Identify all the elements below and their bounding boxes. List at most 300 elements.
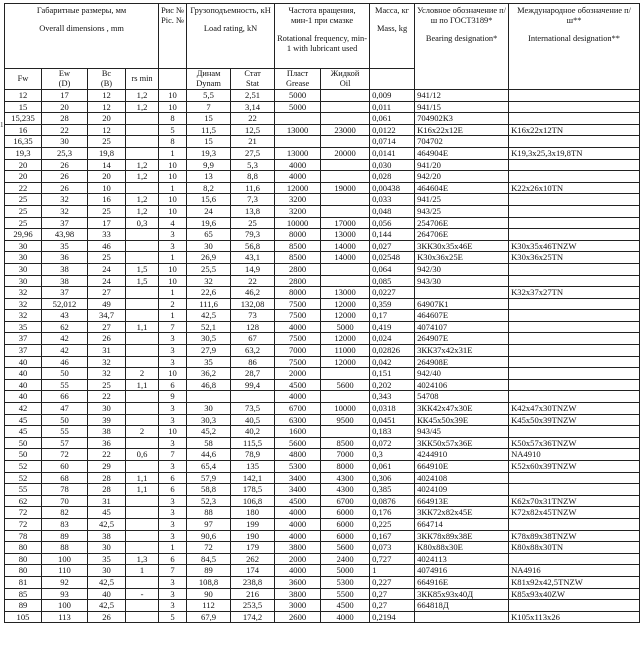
cell-rs: 2 (126, 368, 159, 380)
cell-ew: 28 (42, 113, 88, 125)
header-load-en: Load rating, kN (203, 24, 258, 33)
cell-international-designation (509, 136, 640, 148)
cell-speed-grease: 10000 (275, 217, 321, 229)
table-row (5, 518, 640, 530)
cell-speed-oil (321, 368, 370, 380)
cell-speed-grease: 7500 (275, 333, 321, 345)
cell-fw: 15 (5, 101, 42, 113)
cell-static-load: 178,5 (231, 484, 275, 496)
cell-static-load: 262 (231, 553, 275, 565)
cell-mass: 0,0122 (370, 124, 415, 136)
cell-mass: 0,144 (370, 229, 415, 241)
cell-fw: 62 (5, 495, 42, 507)
cell-figure: 1 (159, 182, 187, 194)
header-mass (370, 4, 415, 69)
cell-static-load: 174 (231, 565, 275, 577)
cell-international-designation: K50x57x36TNZW (509, 437, 640, 449)
cell-figure: 6 (159, 379, 187, 391)
cell-speed-oil: 9500 (321, 414, 370, 426)
cell-mass: 0,167 (370, 530, 415, 542)
cell-rs (126, 576, 159, 588)
cell-ew: 37 (42, 217, 88, 229)
cell-mass: 0,061 (370, 113, 415, 125)
cell-figure: 7 (159, 321, 187, 333)
cell-bc: 27 (88, 321, 126, 333)
cell-mass: 0,27 (370, 588, 415, 600)
cell-static-load: 106,8 (231, 495, 275, 507)
header-stat-en: Stat (246, 79, 260, 88)
cell-figure: 4 (159, 217, 187, 229)
cell-dynamic-load: 45,2 (187, 426, 231, 438)
cell-bc: 29 (88, 461, 126, 473)
table-row (5, 414, 640, 426)
cell-static-load: 174,2 (231, 611, 275, 623)
cell-international-designation (509, 345, 640, 357)
header-dimensions (5, 4, 159, 69)
header-load-ru: Грузоподъемность, кН (190, 6, 271, 15)
cell-international-designation: K80x88x30TN (509, 542, 640, 554)
cell-fw: 12 (5, 90, 42, 102)
cell-static-load: 128 (231, 321, 275, 333)
cell-fw: 40 (5, 356, 42, 368)
cell-figure: 10 (159, 426, 187, 438)
cell-mass: 0,176 (370, 507, 415, 519)
cell-speed-oil: 20000 (321, 147, 370, 159)
cell-speed-grease: 3200 (275, 205, 321, 217)
header-oil-en: Oil (339, 79, 351, 88)
cell-ew: 37 (42, 287, 88, 299)
cell-dynamic-load: 15 (187, 136, 231, 148)
cell-international-designation (509, 356, 640, 368)
cell-figure: 7 (159, 449, 187, 461)
cell-designation: 664913E (415, 495, 509, 507)
cell-rs: - (126, 588, 159, 600)
cell-dynamic-load: 65,4 (187, 461, 231, 473)
cell-static-load: 11,6 (231, 182, 275, 194)
cell-static-load: 25 (231, 217, 275, 229)
cell-bc: 10 (88, 182, 126, 194)
cell-rs (126, 310, 159, 322)
cell-rs (126, 333, 159, 345)
cell-figure: 6 (159, 472, 187, 484)
cell-international-designation: K62x70x31TNZW (509, 495, 640, 507)
bearing-spec-table (4, 3, 640, 623)
cell-fw: 81 (5, 576, 42, 588)
header-oil-ru: Жидкой (330, 69, 360, 78)
cell-dynamic-load: 30,5 (187, 333, 231, 345)
cell-dynamic-load: 35 (187, 356, 231, 368)
table-row (5, 576, 640, 588)
cell-fw: 50 (5, 449, 42, 461)
cell-mass: 0,02548 (370, 252, 415, 264)
cell-mass: 0,3 (370, 449, 415, 461)
cell-dynamic-load: 108,8 (187, 576, 231, 588)
cell-dynamic-load: 22,6 (187, 287, 231, 299)
cell-ew: 36 (42, 252, 88, 264)
header-dyn-en: Dynam (196, 79, 221, 88)
cell-designation: 264908E (415, 356, 509, 368)
header-figure-spacer (159, 69, 187, 90)
cell-figure: 2 (159, 298, 187, 310)
cell-speed-grease: 5000 (275, 90, 321, 102)
table-row (5, 321, 640, 333)
cell-figure: 3 (159, 495, 187, 507)
cell-designation: 4024108 (415, 472, 509, 484)
cell-rs: 1,1 (126, 484, 159, 496)
cell-fw: 25 (5, 217, 42, 229)
header-col-ew-label: Ew (58, 69, 71, 78)
cell-speed-grease: 2600 (275, 611, 321, 623)
cell-dynamic-load: 97 (187, 518, 231, 530)
cell-speed-grease (275, 136, 321, 148)
cell-ew: 55 (42, 426, 88, 438)
cell-mass: 0,0318 (370, 403, 415, 415)
cell-bc: 27 (88, 287, 126, 299)
cell-designation: 4244910 (415, 449, 509, 461)
cell-figure: 3 (159, 356, 187, 368)
cell-static-load: 28,7 (231, 368, 275, 380)
cell-speed-grease: 4500 (275, 379, 321, 391)
cell-static-load: 86 (231, 356, 275, 368)
cell-speed-oil (321, 275, 370, 287)
cell-speed-grease: 3400 (275, 484, 321, 496)
cell-designation: K30x36x25E (415, 252, 509, 264)
cell-bc: 12 (88, 101, 126, 113)
cell-mass: 0,727 (370, 553, 415, 565)
cell-ew: 70 (42, 495, 88, 507)
cell-bc: 28 (88, 472, 126, 484)
cell-bc: 39 (88, 414, 126, 426)
cell-ew: 55 (42, 379, 88, 391)
cell-bc: 20 (88, 171, 126, 183)
cell-international-designation: K81x92x42,5TNZW (509, 576, 640, 588)
table-row (5, 252, 640, 264)
cell-mass: 0,419 (370, 321, 415, 333)
table-row (5, 310, 640, 322)
cell-rs: 2 (126, 426, 159, 438)
cell-fw: 30 (5, 252, 42, 264)
cell-mass: 0,27 (370, 600, 415, 612)
table-row (5, 229, 640, 241)
cell-international-designation: NA4910 (509, 449, 640, 461)
cell-rs: 0,6 (126, 449, 159, 461)
header-dimensions-en: Overall dimensions , mm (39, 24, 124, 33)
cell-speed-grease: 8000 (275, 287, 321, 299)
cell-designation (415, 287, 509, 299)
cell-international-designation (509, 159, 640, 171)
cell-designation: 4074916 (415, 565, 509, 577)
cell-static-load: 2,51 (231, 90, 275, 102)
cell-fw: 30 (5, 240, 42, 252)
cell-static-load: 99,4 (231, 379, 275, 391)
cell-speed-grease: 5300 (275, 461, 321, 473)
cell-speed-oil: 14000 (321, 240, 370, 252)
cell-dynamic-load: 15 (187, 113, 231, 125)
cell-designation: 264706E (415, 229, 509, 241)
cell-static-load: 7,3 (231, 194, 275, 206)
cell-static-load: 135 (231, 461, 275, 473)
header-col-bc-alt: (B) (100, 79, 113, 88)
cell-figure: 10 (159, 205, 187, 217)
cell-designation: 3КК72х82х45Е (415, 507, 509, 519)
cell-ew: 17 (42, 90, 88, 102)
cell-rs: 1,1 (126, 472, 159, 484)
cell-figure: 3 (159, 600, 187, 612)
cell-international-designation (509, 217, 640, 229)
cell-rs: 1,5 (126, 275, 159, 287)
cell-mass: 0,027 (370, 240, 415, 252)
cell-bc: 45 (88, 507, 126, 519)
header-figure-ru: Рис № (161, 6, 185, 15)
cell-ew: 38 (42, 263, 88, 275)
cell-designation: 4074107 (415, 321, 509, 333)
table-row (5, 90, 640, 102)
cell-international-designation (509, 391, 640, 403)
header-speed-en: Rotational frequency, min-1 with lubricant used (277, 34, 368, 53)
cell-rs: 1,5 (126, 263, 159, 275)
cell-mass: 0,2194 (370, 611, 415, 623)
cell-speed-oil (321, 205, 370, 217)
cell-dynamic-load: 90,6 (187, 530, 231, 542)
cell-dynamic-load: 111,6 (187, 298, 231, 310)
cell-fw: 45 (5, 414, 42, 426)
cell-fw: 32 (5, 298, 42, 310)
cell-bc: 32 (88, 368, 126, 380)
cell-rs (126, 124, 159, 136)
header-stat-ru: Стат (244, 69, 261, 78)
cell-mass: 0,202 (370, 379, 415, 391)
cell-designation: 3КК30х35х46Е (415, 240, 509, 252)
cell-speed-grease: 3400 (275, 472, 321, 484)
cell-mass: 0,0227 (370, 287, 415, 299)
cell-speed-grease: 2800 (275, 263, 321, 275)
cell-rs (126, 495, 159, 507)
cell-static-load: 73,5 (231, 403, 275, 415)
cell-designation: 941/25 (415, 194, 509, 206)
cell-static-load: 253,5 (231, 600, 275, 612)
table-row (5, 403, 640, 415)
cell-rs (126, 240, 159, 252)
cell-mass: 0,072 (370, 437, 415, 449)
cell-figure: 3 (159, 518, 187, 530)
cell-speed-grease: 4000 (275, 321, 321, 333)
header-grease-en: Grease (285, 79, 310, 88)
cell-static-load: 79,3 (231, 229, 275, 241)
cell-international-designation (509, 321, 640, 333)
cell-figure: 7 (159, 565, 187, 577)
header-col-dynamic (187, 69, 231, 90)
cell-static-load: 73 (231, 310, 275, 322)
cell-designation: K80x88x30E (415, 542, 509, 554)
cell-static-load: 180 (231, 507, 275, 519)
cell-fw: 19,3 (5, 147, 42, 159)
cell-mass: 0,183 (370, 426, 415, 438)
cell-international-designation: K45x50x39TNZW (509, 414, 640, 426)
cell-figure: 10 (159, 101, 187, 113)
table-row (5, 136, 640, 148)
header-mass-ru: Масса, кг (375, 6, 410, 15)
cell-bc: 14 (88, 159, 126, 171)
cell-international-designation: K30x35x46TNZW (509, 240, 640, 252)
cell-designation (415, 611, 509, 623)
cell-speed-grease: 4000 (275, 530, 321, 542)
cell-ew: 93 (42, 588, 88, 600)
cell-static-load: 190 (231, 530, 275, 542)
table-row (5, 182, 640, 194)
cell-ew: 92 (42, 576, 88, 588)
cell-rs (126, 507, 159, 519)
cell-mass: 0,030 (370, 159, 415, 171)
header-col-bc-label: Bc (101, 69, 112, 78)
cell-fw: 80 (5, 542, 42, 554)
cell-bc: 16 (88, 194, 126, 206)
cell-ew: 26 (42, 171, 88, 183)
cell-fw: 20 (5, 171, 42, 183)
cell-international-designation: K52x60x39TNZW (509, 461, 640, 473)
header-col-ew (42, 69, 88, 90)
header-col-grease (275, 69, 321, 90)
cell-bc: 30 (88, 565, 126, 577)
cell-ew: 42 (42, 333, 88, 345)
cell-mass: 0,033 (370, 194, 415, 206)
table-row (5, 275, 640, 287)
cell-mass: 0,227 (370, 576, 415, 588)
cell-dynamic-load: 27,9 (187, 345, 231, 357)
table-row (5, 426, 640, 438)
table-row (5, 611, 640, 623)
cell-ew: 100 (42, 553, 88, 565)
cell-speed-oil: 12000 (321, 298, 370, 310)
cell-speed-oil (321, 194, 370, 206)
cell-bc: 42,5 (88, 576, 126, 588)
cell-figure: 10 (159, 90, 187, 102)
cell-speed-grease: 4000 (275, 507, 321, 519)
cell-fw: 29,96 (5, 229, 42, 241)
cell-dynamic-load: 46,8 (187, 379, 231, 391)
cell-fw: 105 (5, 611, 42, 623)
cell-bc: 24 (88, 275, 126, 287)
cell-mass: 0,0451 (370, 414, 415, 426)
cell-designation: 4024109 (415, 484, 509, 496)
cell-dynamic-load: 52,3 (187, 495, 231, 507)
cell-ew: 100 (42, 600, 88, 612)
header-load-rating (187, 4, 275, 69)
cell-international-designation (509, 368, 640, 380)
cell-static-load: 56,8 (231, 240, 275, 252)
cell-figure: 3 (159, 414, 187, 426)
cell-figure: 10 (159, 263, 187, 275)
cell-ew: 20 (42, 101, 88, 113)
cell-figure: 3 (159, 403, 187, 415)
cell-static-load: 132,08 (231, 298, 275, 310)
cell-mass: 0,385 (370, 484, 415, 496)
cell-mass: 0,061 (370, 461, 415, 473)
cell-speed-oil: 23000 (321, 124, 370, 136)
cell-designation: 4024113 (415, 553, 509, 565)
cell-speed-oil (321, 171, 370, 183)
cell-static-load: 43,1 (231, 252, 275, 264)
header-mass-spacer (370, 69, 415, 90)
cell-dynamic-load (187, 391, 231, 403)
cell-speed-oil: 2400 (321, 553, 370, 565)
cell-rs (126, 182, 159, 194)
cell-ew: 68 (42, 472, 88, 484)
cell-bc: 34,7 (88, 310, 126, 322)
cell-figure: 10 (159, 194, 187, 206)
cell-bc: 12 (88, 90, 126, 102)
cell-fw: 22 (5, 182, 42, 194)
cell-rs (126, 391, 159, 403)
table-body (5, 90, 640, 623)
cell-static-load: 21 (231, 136, 275, 148)
cell-bc: 26 (88, 333, 126, 345)
cell-rs (126, 403, 159, 415)
cell-speed-oil: 12000 (321, 310, 370, 322)
cell-rs (126, 437, 159, 449)
cell-speed-oil (321, 263, 370, 275)
cell-bc: 46 (88, 240, 126, 252)
cell-mass: 0,011 (370, 101, 415, 113)
cell-international-designation (509, 229, 640, 241)
cell-rs: 1,2 (126, 194, 159, 206)
cell-fw: 89 (5, 600, 42, 612)
cell-ew: 57 (42, 437, 88, 449)
cell-rs (126, 518, 159, 530)
cell-mass: 0,343 (370, 391, 415, 403)
cell-ew: 50 (42, 368, 88, 380)
cell-ew: 52,012 (42, 298, 88, 310)
header-international-designation (509, 4, 640, 90)
cell-speed-oil: 5500 (321, 588, 370, 600)
cell-speed-grease: 7000 (275, 345, 321, 357)
cell-dynamic-load: 19,6 (187, 217, 231, 229)
cell-dynamic-load: 57,9 (187, 472, 231, 484)
cell-international-designation (509, 275, 640, 287)
cell-designation: 464607E (415, 310, 509, 322)
cell-static-load: 115,5 (231, 437, 275, 449)
cell-ew: 89 (42, 530, 88, 542)
cell-speed-oil: 13000 (321, 287, 370, 299)
header-col-bc (88, 69, 126, 90)
cell-mass: 0,009 (370, 90, 415, 102)
cell-bc: 17 (88, 217, 126, 229)
cell-figure: 3 (159, 345, 187, 357)
cell-fw: 37 (5, 333, 42, 345)
cell-rs: 1,2 (126, 101, 159, 113)
cell-bc: 32 (88, 356, 126, 368)
cell-speed-oil: 5000 (321, 321, 370, 333)
cell-designation: 941/20 (415, 159, 509, 171)
header-mass-en: Mass, kg (376, 24, 408, 33)
cell-fw: 32 (5, 310, 42, 322)
cell-fw: 16 (5, 124, 42, 136)
cell-figure: 10 (159, 275, 187, 287)
cell-dynamic-load: 15,6 (187, 194, 231, 206)
cell-fw: 52 (5, 461, 42, 473)
table-row (5, 437, 640, 449)
cell-fw: 35 (5, 321, 42, 333)
cell-figure: 3 (159, 437, 187, 449)
cell-static-load: 22 (231, 113, 275, 125)
cell-mass: 0,064 (370, 263, 415, 275)
cell-speed-grease: 3000 (275, 600, 321, 612)
cell-designation: 664714 (415, 518, 509, 530)
cell-figure: 6 (159, 553, 187, 565)
cell-ew: 72 (42, 449, 88, 461)
cell-ew: 46 (42, 356, 88, 368)
cell-bc: 35 (88, 553, 126, 565)
cell-rs: 1,2 (126, 171, 159, 183)
